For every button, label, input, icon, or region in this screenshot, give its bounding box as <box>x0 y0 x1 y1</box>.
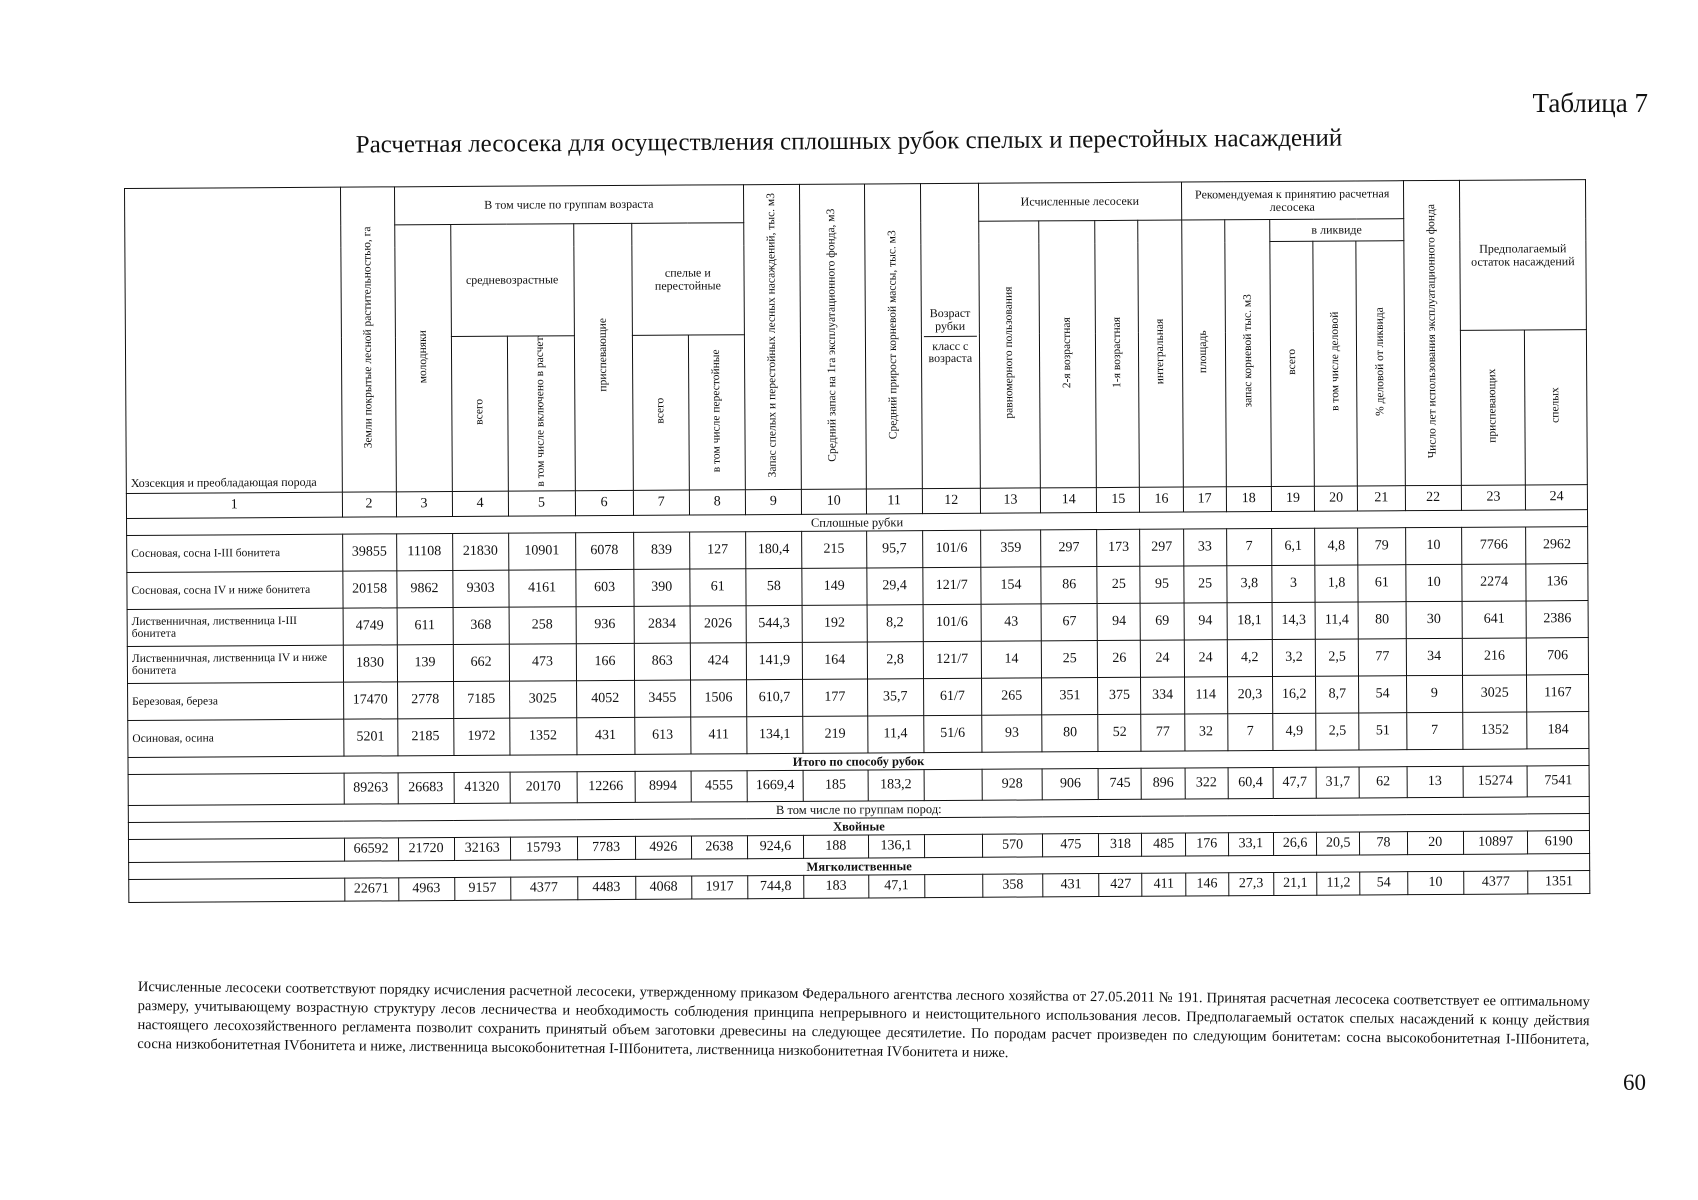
table-cell: 2185 <box>397 719 453 756</box>
table-cell: 10901 <box>508 533 575 570</box>
header-business-wood: в том числе деловой <box>1313 241 1358 486</box>
table-cell: 1506 <box>690 680 746 717</box>
table-cell: 7541 <box>1528 766 1590 797</box>
table-cell: 745 <box>1098 768 1141 799</box>
table-cell: 154 <box>981 567 1042 604</box>
table-cell: 358 <box>983 874 1044 897</box>
column-number: 3 <box>396 492 452 517</box>
column-number: 19 <box>1271 486 1314 511</box>
table-cell: 101/6 <box>922 530 980 567</box>
row-name: Березовая, береза <box>128 682 344 720</box>
table-cell: 177 <box>802 679 867 716</box>
table-cell: 839 <box>633 532 689 569</box>
column-number: 7 <box>633 490 689 515</box>
table-cell: 34 <box>1406 638 1462 675</box>
table-cell: 706 <box>1527 638 1589 675</box>
table-cell: 603 <box>575 570 633 607</box>
table-cell: 2386 <box>1527 601 1589 638</box>
table-cell: 6,1 <box>1272 528 1315 565</box>
table-cell: 54 <box>1360 872 1408 895</box>
table-cell: 9157 <box>454 877 510 900</box>
table-cell: 32 <box>1184 714 1227 751</box>
table-cell: 4483 <box>577 877 635 900</box>
table-cell: 21830 <box>452 533 508 570</box>
table-cell: 79 <box>1358 528 1406 565</box>
document-title: Расчетная лесосека для осуществления сплошных рубок спелых и перестойных насаждений <box>355 124 1343 159</box>
table-cell: 20170 <box>510 772 577 803</box>
table-cell: 3,8 <box>1227 566 1273 603</box>
column-number: 17 <box>1183 487 1226 512</box>
table-cell: 149 <box>802 568 867 605</box>
column-number: 6 <box>575 491 633 516</box>
table-label: Таблица 7 <box>1532 88 1648 118</box>
column-number: 18 <box>1226 487 1271 512</box>
header-cutting-age-label: Возраст рубки <box>923 307 976 337</box>
table-cell: 43 <box>981 604 1042 641</box>
table-cell: 127 <box>689 532 745 569</box>
table-cell: 906 <box>1042 769 1098 800</box>
table-cell: 58 <box>746 569 802 606</box>
section-label: Итого по способу рубок <box>128 749 1589 775</box>
table-cell: 427 <box>1099 873 1142 896</box>
table-cell: 216 <box>1462 638 1527 675</box>
table-cell: 4052 <box>576 681 634 718</box>
column-number: 4 <box>452 491 508 516</box>
table-cell: 21720 <box>398 838 454 861</box>
column-number: 10 <box>801 489 866 514</box>
table-cell: 61 <box>690 569 746 606</box>
header-remainder-maturing: приспевающих <box>1460 330 1526 486</box>
table-cell: 86 <box>1041 567 1097 604</box>
table-cell: 5201 <box>343 719 397 756</box>
table-cell: 80 <box>1358 602 1406 639</box>
table-cell: 94 <box>1097 603 1140 640</box>
table-cell: 61 <box>1358 565 1406 602</box>
table-cell: 67 <box>1041 604 1097 641</box>
table-cell: 47,7 <box>1273 767 1316 798</box>
header-liquid-total: всего <box>1270 241 1315 486</box>
table-cell: 258 <box>509 607 576 644</box>
column-number: 5 <box>508 491 575 516</box>
table-cell: 390 <box>634 569 690 606</box>
table-cell: 611 <box>397 608 453 645</box>
column-number: 8 <box>689 490 745 515</box>
header-root-stock: запас корневой тыс. м3 <box>1224 220 1271 487</box>
table-cell: 936 <box>576 607 634 644</box>
table-cell: 52 <box>1098 714 1141 751</box>
table-cell: 2,8 <box>867 642 923 679</box>
table-cell: 121/7 <box>923 641 981 678</box>
table-cell: 41320 <box>454 772 510 803</box>
column-number: 9 <box>745 490 801 515</box>
table-cell: 928 <box>982 769 1043 800</box>
table-cell: 69 <box>1141 603 1184 640</box>
table-cell: 9862 <box>396 571 452 608</box>
table-cell: 297 <box>1140 529 1183 566</box>
table-cell: 25 <box>1097 566 1140 603</box>
column-number: 24 <box>1526 485 1588 510</box>
table-container <box>124 179 1590 903</box>
table-cell: 11,4 <box>1315 602 1358 639</box>
header-overripe: в том числе перестойные <box>688 335 745 490</box>
table-cell: 51/6 <box>923 715 981 752</box>
table-cell: 15274 <box>1463 766 1528 797</box>
table-cell: 411 <box>1142 873 1185 896</box>
table-cell: 613 <box>634 717 690 754</box>
table-cell <box>924 874 982 897</box>
column-number: 14 <box>1041 488 1097 513</box>
header-business-percent: % деловой от ликвида <box>1356 241 1405 486</box>
page-number: 60 <box>1623 1070 1646 1095</box>
table-cell: 164 <box>802 642 867 679</box>
table-cell: 20 <box>1407 831 1463 854</box>
header-zone-species: Хозсекция и преобладающая порода <box>125 187 343 493</box>
section-label: Сплошные рубки <box>127 510 1588 536</box>
table-cell <box>924 769 982 800</box>
table-cell: 318 <box>1099 833 1142 856</box>
table-cell: 14 <box>981 641 1042 678</box>
table-cell: 322 <box>1185 768 1228 799</box>
table-cell: 8,2 <box>867 605 923 642</box>
header-maturing: приспевающие <box>573 223 633 491</box>
table-cell: 9303 <box>452 570 508 607</box>
table-cell: 18,1 <box>1227 603 1273 640</box>
table-cell: 24 <box>1184 640 1227 677</box>
table-cell: 95,7 <box>866 531 922 568</box>
table-cell: 610,7 <box>746 680 802 717</box>
table-cell: 219 <box>803 716 868 753</box>
table-cell: 32163 <box>454 837 510 860</box>
table-cell: 62 <box>1359 767 1407 798</box>
table-cell: 2778 <box>397 682 453 719</box>
table-cell: 896 <box>1142 768 1185 799</box>
table-cell: 35,7 <box>867 679 923 716</box>
header-first-age: 1-я возрастная <box>1095 220 1140 487</box>
table-cell: 80 <box>1042 715 1098 752</box>
table-cell: 176 <box>1185 833 1228 856</box>
table-cell: 33 <box>1183 529 1226 566</box>
table-cell: 146 <box>1185 873 1228 896</box>
table-cell: 4068 <box>635 876 691 899</box>
table-cell: 473 <box>509 644 576 681</box>
table-cell: 33,1 <box>1228 833 1273 856</box>
table-cell: 26 <box>1098 640 1141 677</box>
table-cell: 31,7 <box>1316 767 1359 798</box>
table-cell: 662 <box>453 644 509 681</box>
column-number: 11 <box>866 489 922 514</box>
section-label: Хвойные <box>128 814 1589 840</box>
header-years-use: Число лет использования эксплуатационного фонда <box>1403 180 1461 485</box>
column-number: 1 <box>126 492 342 518</box>
row-name <box>128 838 344 862</box>
header-liquid: в ликвиде <box>1270 219 1404 242</box>
table-cell: 25 <box>1183 566 1226 603</box>
table-cell: 10 <box>1407 871 1463 894</box>
table-cell: 141,9 <box>746 643 802 680</box>
table-cell: 424 <box>690 643 746 680</box>
row-name <box>128 773 344 805</box>
row-name: Сосновая, сосна I-III бонитета <box>127 534 343 572</box>
table-cell: 183,2 <box>868 770 924 801</box>
table-cell: 7766 <box>1461 527 1526 564</box>
header-age-groups: В том числе по группам возраста <box>394 185 744 225</box>
table-cell: 2638 <box>691 836 747 859</box>
header-remainder: Предполагаемый остаток насаждений <box>1459 180 1586 331</box>
table-cell: 334 <box>1141 677 1184 714</box>
table-cell: 60,4 <box>1228 768 1273 799</box>
header-remainder-ripe: спелых <box>1525 330 1587 486</box>
table-cell: 26683 <box>398 773 454 804</box>
column-number: 21 <box>1358 486 1406 511</box>
column-number: 12 <box>922 488 980 513</box>
table-cell: 192 <box>802 605 867 642</box>
table-cell: 544,3 <box>746 606 802 643</box>
table-cell: 1917 <box>692 876 748 899</box>
table-cell: 4963 <box>398 878 454 901</box>
table-cell: 2834 <box>634 606 690 643</box>
row-name: Осиновая, осина <box>128 719 344 757</box>
table-cell: 8,7 <box>1316 676 1359 713</box>
header-second-age: 2-я возрастная <box>1039 221 1097 488</box>
table-cell: 359 <box>981 530 1042 567</box>
table-cell: 11,2 <box>1317 872 1360 895</box>
table-cell: 1167 <box>1527 675 1589 712</box>
table-cell: 7185 <box>453 681 509 718</box>
header-ripe-total: всего <box>632 335 689 490</box>
table-cell: 7 <box>1406 712 1462 749</box>
table-cell: 215 <box>802 531 867 568</box>
table-cell: 431 <box>576 718 634 755</box>
table-cell: 51 <box>1359 713 1407 750</box>
table-cell: 1830 <box>343 645 397 682</box>
footnote: Исчисленные лесосеки соответствуют порядку исчисления расчетной лесосеки, утвержденному приказом Федерального агентства лесного хозяйства от 27.05.2011 № 191. Принятая расчетная лесосека соответствует ее оптимальному размеру, учитывающему возрастную структуру лесов лесничества и необходимость соблюдения принципа непрерывного и неистощительного использования лесов. Предполагаемый остаток спелых насаждений к концу действия настоящего лесохозяйственного регламента позволит сохранить принятый объем заготовки древесины на следующее десятилетие. По породам расчет произведен по следующим бонитетам: сосна высокобонитетная I-IIIбонитета, сосна низкобонитетная IVбонитета и ниже, лиственница высокобонитетная I-IIIбонитета, лиственница низкобонитетная IVбонитета и ниже. <box>137 978 1590 1062</box>
table-cell: 1352 <box>1462 712 1527 749</box>
data-rows <box>127 527 1589 758</box>
table-cell: 570 <box>982 834 1043 857</box>
table-cell: 6190 <box>1528 831 1590 854</box>
header-avg-growth: Средний прирост корневой массы, тыс. м3 <box>864 184 922 489</box>
table-cell: 3025 <box>1462 675 1527 712</box>
table-cell: 1669,4 <box>747 771 803 802</box>
table-cell: 1352 <box>509 718 576 755</box>
table-cell: 136,1 <box>868 835 924 858</box>
table-cell: 11108 <box>396 534 452 571</box>
table-cell: 411 <box>691 717 747 754</box>
table-cell: 9 <box>1406 675 1462 712</box>
header-middle-aged: средневозрастные <box>450 224 574 337</box>
table-cell: 2026 <box>690 606 746 643</box>
table-cell <box>924 834 982 857</box>
table-cell: 188 <box>803 835 868 858</box>
table-cell: 61/7 <box>923 678 981 715</box>
row-name <box>129 878 345 902</box>
table-cell: 10 <box>1405 527 1461 564</box>
header-avg-stock: Средний запас на 1га эксплуатационного фонда, м3 <box>799 184 866 490</box>
table-cell: 20,3 <box>1227 677 1273 714</box>
column-number: 13 <box>980 488 1041 513</box>
table-cell: 4749 <box>343 608 397 645</box>
table-cell: 17470 <box>343 682 397 719</box>
table-cell: 431 <box>1043 874 1099 897</box>
table-cell: 4,2 <box>1227 640 1273 677</box>
table-cell: 7 <box>1226 529 1272 566</box>
table-cell: 10897 <box>1463 831 1528 854</box>
table-cell: 1351 <box>1528 871 1590 894</box>
table-cell: 27,3 <box>1228 873 1273 896</box>
column-number: 2 <box>342 492 396 517</box>
section-label: В том числе по группам пород: <box>128 797 1589 823</box>
table-cell: 24 <box>1141 640 1184 677</box>
table-cell: 1,8 <box>1315 565 1358 602</box>
table-cell: 78 <box>1360 832 1408 855</box>
table-cell: 3 <box>1272 565 1315 602</box>
table-cell: 1972 <box>453 718 509 755</box>
header-age-class-label: класс с возраста <box>928 338 973 366</box>
table-cell: 2,5 <box>1316 713 1359 750</box>
table-cell: 22671 <box>344 878 398 901</box>
table-cell: 93 <box>982 715 1043 752</box>
table-cell: 4,9 <box>1273 713 1316 750</box>
table-cell: 2,5 <box>1315 639 1358 676</box>
table-cell: 368 <box>453 607 509 644</box>
table-cell: 101/6 <box>923 604 981 641</box>
table-cell: 95 <box>1140 566 1183 603</box>
table-cell: 863 <box>634 643 690 680</box>
table-cell: 121/7 <box>923 567 981 604</box>
table-cell: 10 <box>1406 564 1462 601</box>
row-name: Лиственничная, лиственница IV и ниже бонитета <box>127 645 343 683</box>
table-cell: 297 <box>1041 530 1097 567</box>
table-cell: 180,4 <box>745 532 801 569</box>
table-cell: 20,5 <box>1317 832 1360 855</box>
table-cell: 4555 <box>691 771 747 802</box>
table-cell: 2274 <box>1462 564 1527 601</box>
header-area: площадь <box>1181 220 1226 487</box>
table-cell: 134,1 <box>747 717 803 754</box>
table-cell: 6078 <box>575 533 633 570</box>
table-cell: 94 <box>1184 603 1227 640</box>
header-uniform: равномерного пользования <box>979 221 1041 489</box>
column-number: 22 <box>1405 485 1461 510</box>
table-cell: 89263 <box>344 773 398 804</box>
table-cell: 744,8 <box>748 876 804 899</box>
table-cell: 39855 <box>342 534 396 571</box>
table-cell: 641 <box>1462 601 1527 638</box>
table-cell: 3025 <box>509 681 576 718</box>
header-middle-total: всего <box>451 336 508 491</box>
table-cell: 924,6 <box>747 836 803 859</box>
table-cell: 77 <box>1359 639 1407 676</box>
table-cell: 54 <box>1359 676 1407 713</box>
table-cell: 4926 <box>635 836 691 859</box>
table-cell: 25 <box>1042 641 1098 678</box>
table-cell: 14,3 <box>1272 602 1315 639</box>
header-cutting-age <box>920 183 980 489</box>
table-cell: 375 <box>1098 677 1141 714</box>
table-cell: 47,1 <box>868 875 924 898</box>
table-cell: 4377 <box>1463 871 1528 894</box>
table-cell: 2962 <box>1526 527 1588 564</box>
table-cell: 351 <box>1042 678 1098 715</box>
table-cell: 21,1 <box>1274 872 1317 895</box>
table-cell: 29,4 <box>866 568 922 605</box>
table-cell: 114 <box>1184 677 1227 714</box>
section-label: Мягколиственные <box>129 854 1590 880</box>
table-cell: 485 <box>1142 833 1185 856</box>
column-number: 15 <box>1097 487 1140 512</box>
table-cell: 4161 <box>509 570 576 607</box>
table-cell: 30 <box>1406 601 1462 638</box>
table-cell: 8994 <box>635 771 691 802</box>
table-cell: 15793 <box>510 837 577 860</box>
header-recommended-area: Рекомендуемая к принятию расчетная лесосека <box>1181 181 1403 220</box>
table-cell: 66592 <box>344 838 398 861</box>
header-ripe-overripe: спелые и перестойные <box>631 223 744 336</box>
table-cell: 77 <box>1141 714 1184 751</box>
table-cell: 3455 <box>634 680 690 717</box>
header-young: молодняки <box>394 225 452 492</box>
column-number: 16 <box>1140 487 1183 512</box>
column-number: 23 <box>1461 485 1526 510</box>
table-cell: 3,2 <box>1272 639 1315 676</box>
table-cell: 139 <box>397 645 453 682</box>
table-cell: 166 <box>576 644 634 681</box>
table-cell: 185 <box>803 770 868 801</box>
header-calculated-areas: Исчисленные лесосеки <box>978 182 1181 221</box>
header-forest-land: Земли покрытые лесной растительностью, га <box>340 187 396 492</box>
table-cell: 4,8 <box>1315 528 1358 565</box>
table-cell: 20158 <box>342 571 396 608</box>
table-cell: 4377 <box>510 877 577 900</box>
table-cell: 136 <box>1526 564 1588 601</box>
header-integral: интегральная <box>1138 220 1183 487</box>
table-cell: 7783 <box>577 837 635 860</box>
cutting-area-table <box>124 179 1590 903</box>
table-cell: 13 <box>1407 766 1463 797</box>
header-ripe-stock: Запас спелых и перестойных лесных насаждений, тыс. м3 <box>743 184 801 489</box>
table-cell: 183 <box>804 875 869 898</box>
column-number: 20 <box>1314 486 1357 511</box>
table-cell: 184 <box>1527 712 1589 749</box>
table-cell: 7 <box>1227 714 1273 751</box>
table-cell: 11,4 <box>867 716 923 753</box>
table-cell: 265 <box>981 678 1042 715</box>
table-cell: 16,2 <box>1273 676 1316 713</box>
table-cell: 173 <box>1097 529 1140 566</box>
header-middle-included: в том числе включено в расчет <box>507 336 575 492</box>
table-cell: 12266 <box>577 772 635 803</box>
table-cell: 475 <box>1043 834 1099 857</box>
row-name: Лиственничная, лиственница I-III бонитета <box>127 608 343 646</box>
row-name: Сосновая, сосна IV и ниже бонитета <box>127 571 343 609</box>
table-cell: 26,6 <box>1273 832 1316 855</box>
